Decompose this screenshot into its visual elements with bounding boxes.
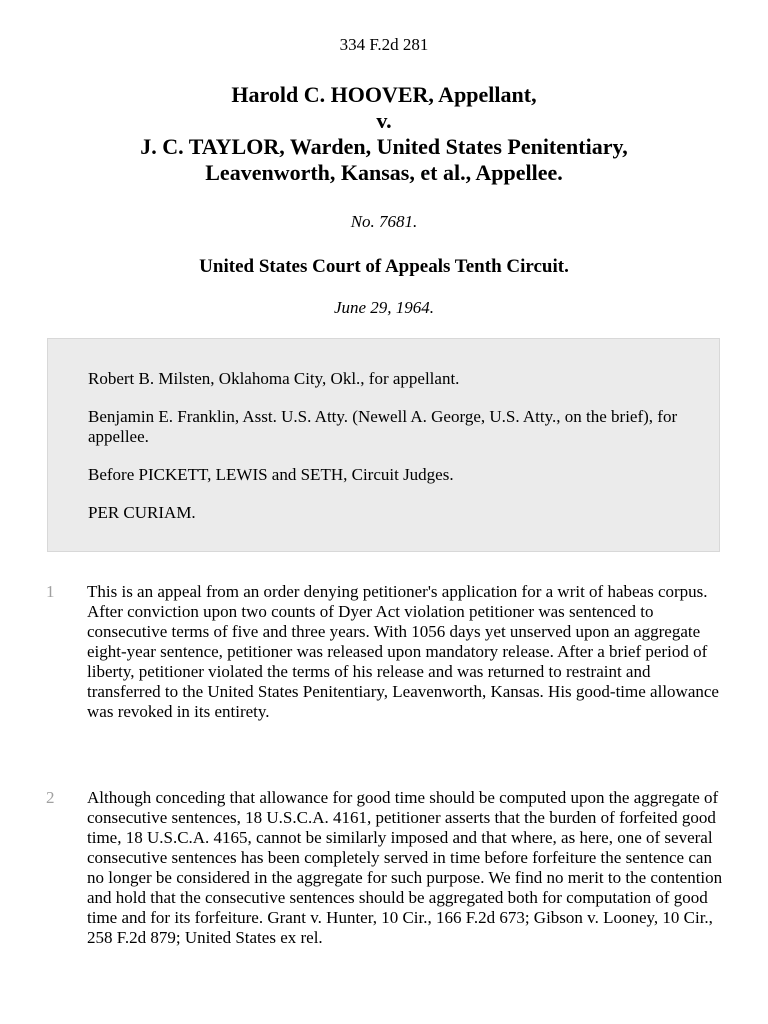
- paragraph-text: This is an appeal from an order denying petitioner's application for a writ of habeas corpus. After conviction upon two counts of Dyer Act violation petitioner was sentenced to consecutive terms of five and three years. With 1056 days yet unserved upon an aggregate eight-year sentence, petitioner was released upon mandatory release. After a brief period of liberty, petitioner violated the terms of his release and was returned to restraint and transferred to the United States Penitentiary, Leavenworth, Kansas. His good-time allowance was revoked in its entirety.: [87, 582, 719, 721]
- paragraph-number: 1: [46, 582, 55, 601]
- paragraph-number: 2: [46, 788, 55, 807]
- appellee-counsel: Benjamin E. Franklin, Asst. U.S. Atty. (Newell A. George, U.S. Atty., on the brief), for appellee.: [88, 407, 678, 446]
- preamble-box: [47, 338, 720, 552]
- caption-appellant: Harold C. HOOVER, Appellant,: [231, 82, 537, 107]
- appellant-counsel: Robert B. Milsten, Oklahoma City, Okl., for appellant.: [88, 369, 460, 388]
- docket-number: No. 7681.: [350, 212, 418, 231]
- court-name: United States Court of Appeals Tenth Circuit.: [199, 256, 569, 277]
- paragraph-text: Although conceding that allowance for good time should be computed upon the aggregate of consecutive sentences, 18 U.S.C.A. 4161, petitioner asserts that the burden of forfeited good time, 18 U.S.C.A. 4165, cannot be similarly imposed and that where, as here, one of several consecutive sentences has been completely served in time before forfeiture the sentence can no longer be considered in the aggregate for such purpose. We find no merit to the contention and hold that the consecutive sentences should be aggregated both for computation of good time and for its forfeiture. Grant v. Hunter, 10 Cir., 166 F.2d 673; Gibson v. Looney, 10 Cir., 258 F.2d 879; United States ex rel.: [87, 788, 723, 947]
- case-citation: 334 F.2d 281: [339, 35, 429, 54]
- case-caption: [0, 82, 768, 186]
- per-curiam-label: PER CURIAM.: [88, 503, 196, 522]
- caption-appellee-line-1: J. C. TAYLOR, Warden, United States Penitentiary,: [140, 134, 628, 159]
- panel-judges: Before PICKETT, LEWIS and SETH, Circuit Judges.: [88, 465, 454, 484]
- caption-appellee-line-2: Leavenworth, Kansas, et al., Appellee.: [205, 160, 563, 185]
- decision-date: June 29, 1964.: [333, 298, 435, 317]
- caption-versus: v.: [376, 108, 392, 133]
